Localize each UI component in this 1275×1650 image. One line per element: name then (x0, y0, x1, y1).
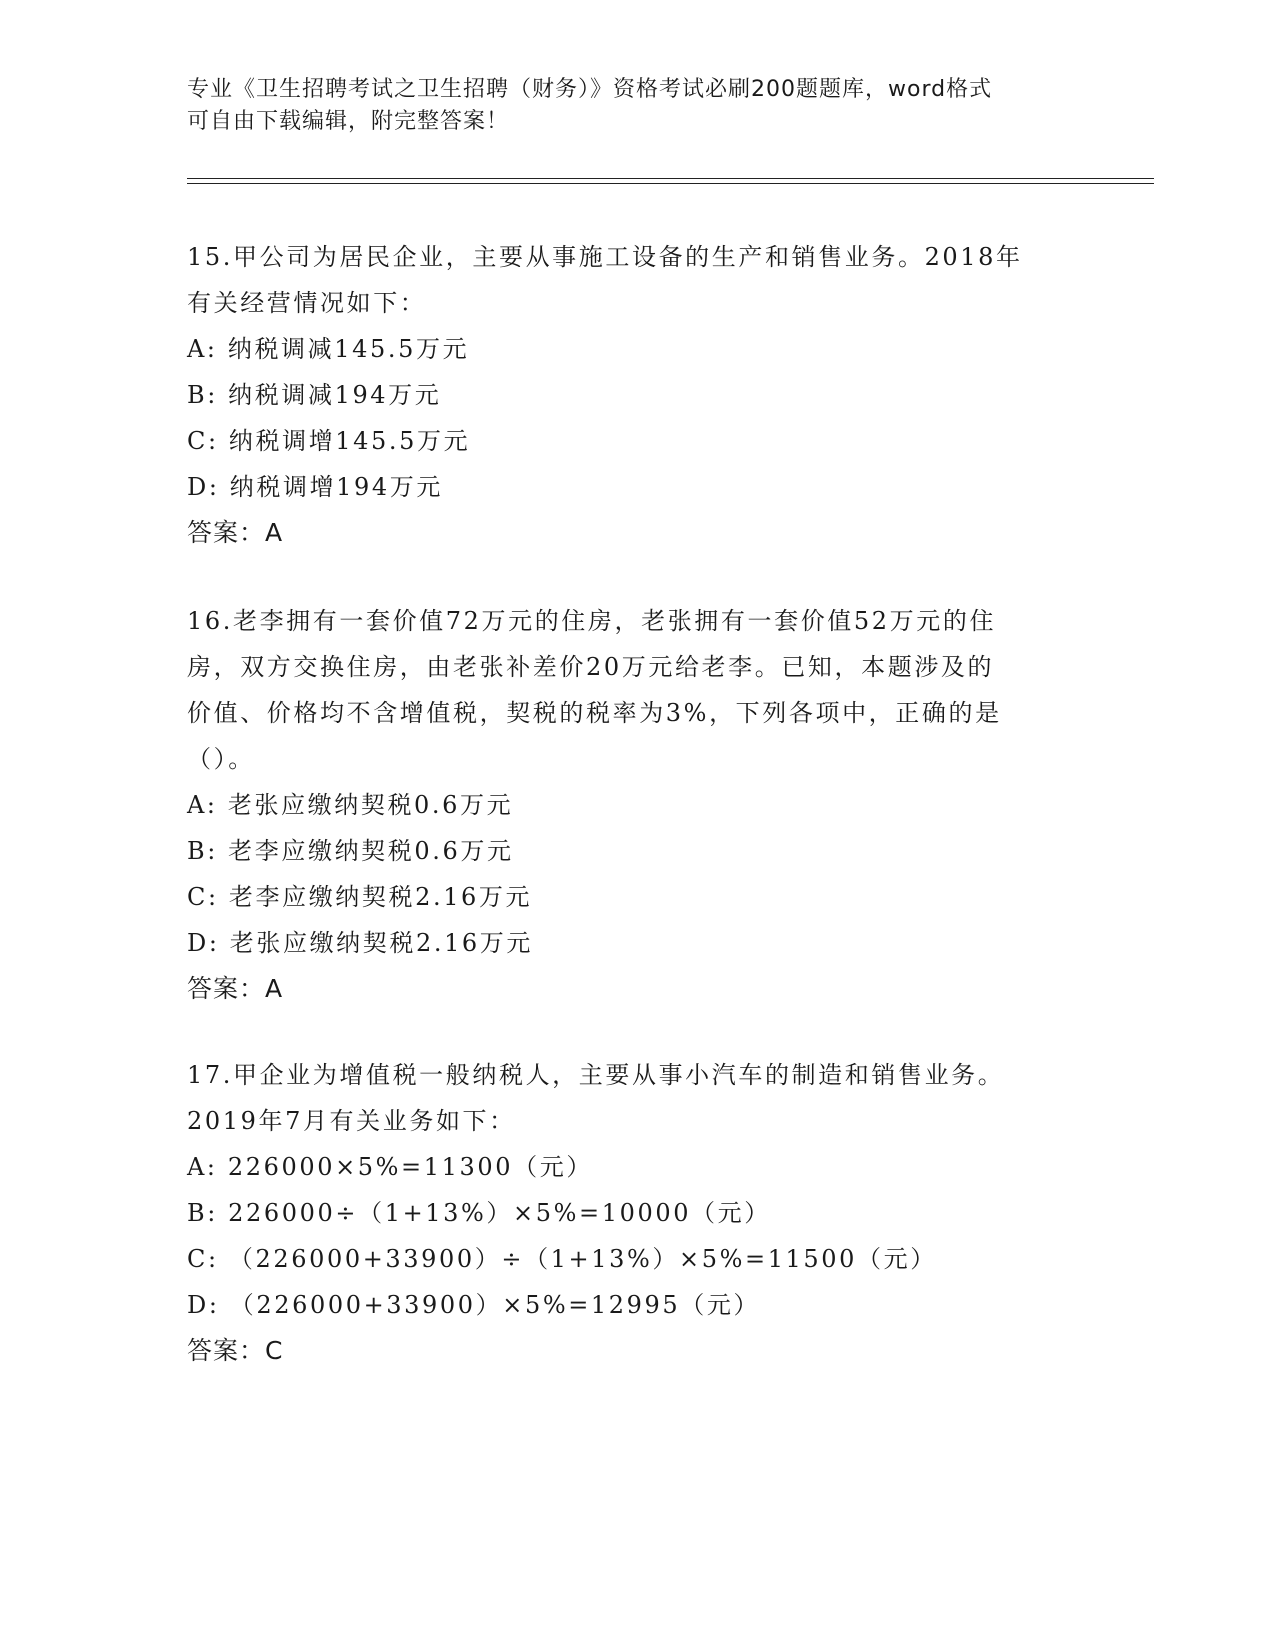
option-letter: D: (187, 1291, 220, 1319)
option-text: 纳税调减145.5万元 (227, 335, 470, 363)
answer-line: 答案：C (187, 1336, 284, 1365)
option-text: 老李应缴纳契税0.6万元 (228, 837, 514, 865)
option-letter: A: (187, 335, 218, 363)
option-text: （226000+33900）×5%=12995（元） (229, 1291, 761, 1319)
option-letter: C: (187, 427, 219, 455)
option-letter: B: (187, 381, 218, 409)
option-text: 226000÷（1+13%）×5%=10000（元） (228, 1199, 771, 1227)
question-stem-line: 17.甲企业为增值税一般纳税人，主要从事小汽车的制造和销售业务。 (187, 1061, 1005, 1089)
answer-line: 答案：A (187, 518, 284, 547)
option-letter: A: (187, 1153, 218, 1181)
question-16 (187, 598, 1087, 1012)
question-stem-line: 有关经营情况如下： (187, 289, 427, 317)
option-c (187, 874, 1087, 920)
option-text: 老张应缴纳契税0.6万元 (227, 791, 514, 819)
header-line-2: 可自由下载编辑，附完整答案！ (187, 109, 510, 134)
option-text: 老张应缴纳契税2.16万元 (229, 929, 534, 957)
option-letter: B: (187, 837, 218, 865)
option-text: 纳税调增194万元 (229, 473, 443, 501)
header-line-1: 专业《卫生招聘考试之卫生招聘（财务）》资格考试必刷200题题库，word格式 (187, 77, 993, 102)
option-text: 老李应缴纳契税2.16万元 (228, 883, 533, 911)
answer-line: 答案：A (187, 974, 284, 1003)
question-stem-line: 15.甲公司为居民企业，主要从事施工设备的生产和销售业务。2018年 (187, 243, 1023, 271)
option-letter: C: (187, 883, 219, 911)
option-text: 纳税调增145.5万元 (228, 427, 471, 455)
option-b (187, 1190, 1087, 1236)
option-d (187, 464, 1087, 510)
option-d (187, 1282, 1087, 1328)
option-text: （226000+33900）÷（1+13%）×5%=11500（元） (228, 1245, 937, 1273)
question-stem-line: 16.老李拥有一套价值72万元的住房，老张拥有一套价值52万元的住 (187, 607, 997, 635)
header-divider-bottom (187, 183, 1154, 184)
option-letter: C: (187, 1245, 219, 1273)
option-b (187, 828, 1087, 874)
option-d (187, 920, 1087, 966)
option-c (187, 418, 1087, 464)
option-c (187, 1236, 1087, 1282)
question-17 (187, 1052, 1087, 1374)
option-letter: A: (187, 791, 218, 819)
option-letter: D: (187, 473, 220, 501)
option-b (187, 372, 1087, 418)
option-letter: B: (187, 1199, 218, 1227)
option-letter: D: (187, 929, 220, 957)
question-15 (187, 234, 1087, 556)
option-a (187, 1144, 1087, 1190)
option-a (187, 782, 1087, 828)
option-a (187, 326, 1087, 372)
document-header (187, 74, 1067, 138)
question-stem-line: 价值、价格均不含增值税，契税的税率为3%，下列各项中，正确的是 (187, 699, 1002, 727)
option-text: 纳税调减194万元 (228, 381, 442, 409)
header-divider-top (187, 178, 1154, 179)
question-stem-line: 房，双方交换住房，由老张补差价20万元给老李。已知，本题涉及的 (187, 653, 995, 681)
question-stem-line: 2019年7月有关业务如下： (187, 1107, 516, 1135)
option-text: 226000×5%=11300（元） (227, 1153, 593, 1181)
question-stem-line: （）。 (187, 745, 255, 773)
